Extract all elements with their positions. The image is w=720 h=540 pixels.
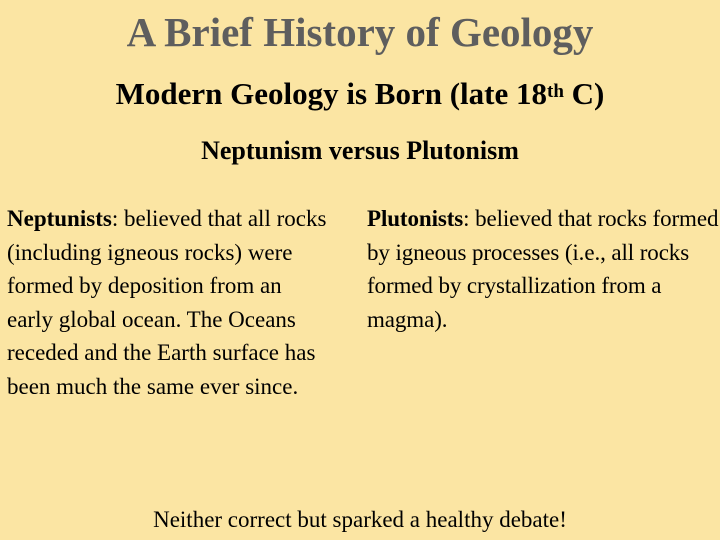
slide-title: A Brief History of Geology: [126, 9, 594, 55]
plutonists-paragraph: [367, 202, 719, 336]
conclusion-text: Neither correct but sparked a healthy debate!: [153, 507, 567, 532]
subtitle-superscript: th: [547, 81, 564, 102]
subtitle-end: C): [563, 76, 605, 111]
section-heading: Neptunism versus Plutonism: [201, 136, 519, 165]
slide-subtitle: [0, 74, 720, 114]
neptunists-term: Neptunists: [7, 206, 112, 231]
neptunists-paragraph: [7, 202, 332, 404]
plutonists-description: : believed that rocks formed by igneous processes (i.e., all rocks formed by crystallization from a magma).: [367, 206, 719, 332]
neptunists-description: : believed that all rocks (including igneous rocks) were formed by deposition from an early global ocean. The Oceans receded and the Earth surface has been much the same ever since.: [7, 206, 327, 399]
subtitle-text: Modern Geology is Born (late 18: [115, 76, 547, 111]
plutonists-term: Plutonists: [367, 206, 464, 231]
